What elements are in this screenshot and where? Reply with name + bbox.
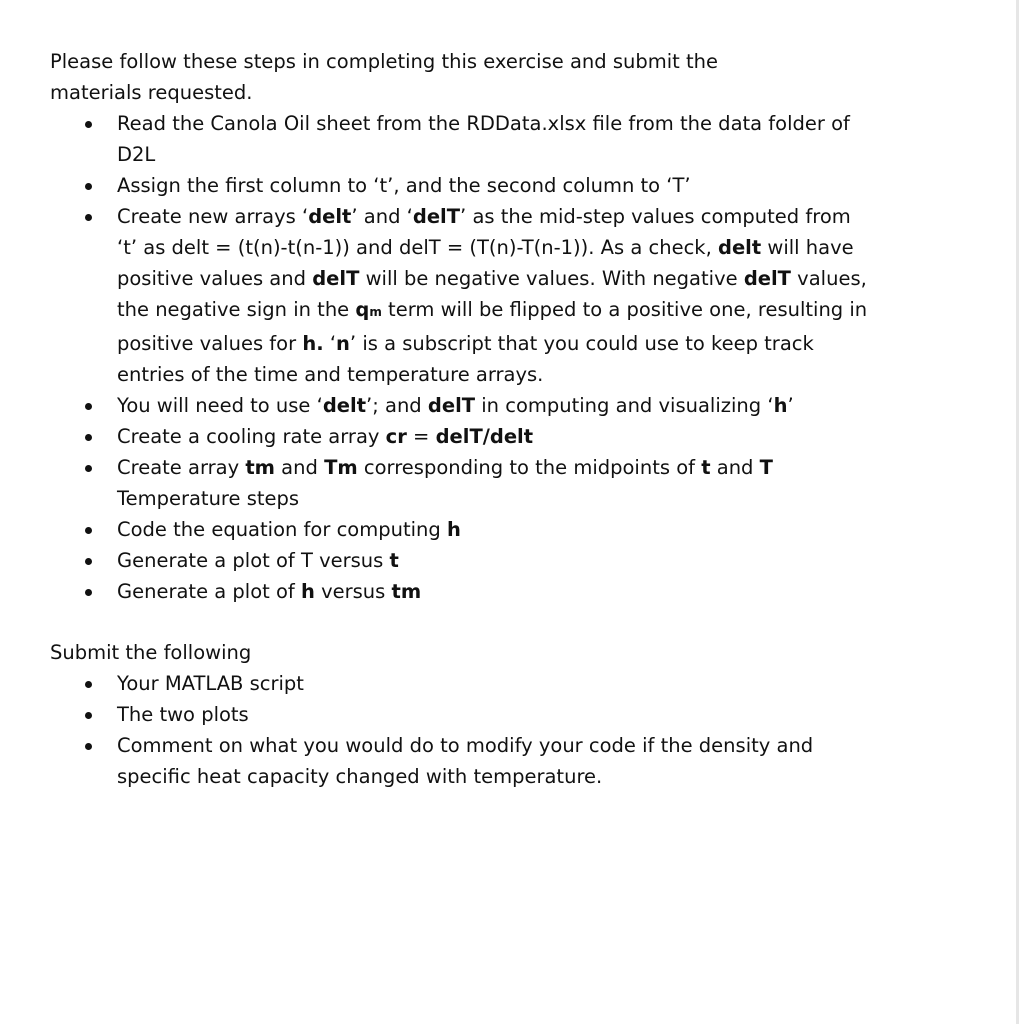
submit-item-text: Your MATLAB script: [117, 672, 304, 695]
step-text: versus: [314, 580, 392, 603]
list-item: [50, 170, 870, 201]
step-text: ’: [787, 394, 794, 417]
term-q: q: [355, 298, 370, 321]
step-text: ’ is a subscript that you could use to keep track entries of the time and temperature arrays.: [117, 332, 814, 386]
step-text: Create new arrays ‘: [117, 205, 309, 228]
step-text: ’; and: [366, 394, 428, 417]
submit-heading: Submit the following: [50, 641, 252, 664]
term-h: h: [300, 580, 315, 603]
step-text: term will be flipped to a positive one, resulting in positive values for: [117, 298, 868, 355]
step-text: Code the equation for computing: [117, 518, 447, 541]
list-item: [50, 452, 870, 514]
term-delt: delt: [308, 205, 352, 228]
step-text: ’ and ‘: [351, 205, 413, 228]
step-text: Assign the first column to ‘t’, and the second column to ‘T’: [117, 174, 691, 197]
document-body: [50, 46, 870, 792]
list-item: [50, 108, 870, 170]
bullet-icon: [85, 681, 92, 688]
term-delT: delT: [312, 267, 360, 290]
term-delT: delT: [743, 267, 791, 290]
step-text: Create array: [117, 456, 246, 479]
step-text: =: [406, 425, 436, 448]
term-t: t: [701, 456, 711, 479]
list-item: [50, 390, 870, 421]
submit-item-text: Comment on what you would do to modify your code if the density and specific heat capacity changed with temperature.: [117, 734, 814, 788]
step-text: Generate a plot of: [117, 580, 301, 603]
bullet-icon: [85, 121, 92, 128]
step-text: and: [710, 456, 760, 479]
bullet-icon: [85, 558, 92, 565]
term-Tm: Tm: [324, 456, 358, 479]
step-text: will be negative values. With negative: [359, 267, 744, 290]
submit-list: [50, 668, 870, 792]
step-text: Create a cooling rate array: [117, 425, 386, 448]
step-text: values, the negative sign in the: [117, 267, 867, 321]
term-delT: delT: [412, 205, 461, 228]
term-tm: tm: [245, 456, 275, 479]
term-n: n: [336, 332, 350, 355]
term-cr: cr: [385, 425, 407, 448]
step-text: Generate a plot of T versus: [117, 549, 390, 572]
list-item: [50, 730, 870, 792]
term-t: t: [389, 549, 399, 572]
term-h: h: [446, 518, 461, 541]
term-delt: delt: [322, 394, 367, 417]
step-text: ‘: [323, 332, 337, 355]
step-text: will have positive values and: [117, 236, 854, 290]
list-item: [50, 576, 870, 607]
step-text: and: [274, 456, 325, 479]
list-item: [50, 668, 870, 699]
term-h: h: [773, 394, 788, 417]
bullet-icon: [85, 183, 92, 190]
step-text: Read the Canola Oil sheet from the RDData.xlsx file from the data folder of D2L: [117, 112, 850, 166]
step-text: Temperature steps: [117, 487, 300, 510]
list-item: [50, 699, 870, 730]
bullet-icon: [85, 403, 92, 410]
term-h: h.: [302, 332, 324, 355]
bullet-icon: [85, 434, 92, 441]
term-q-subscript: m: [369, 305, 382, 319]
term-delT-delt: delT/delt: [435, 425, 534, 448]
list-item: [50, 545, 870, 576]
step-text: You will need to use ‘: [117, 394, 323, 417]
step-text: ’ as the mid-step values computed from ‘t’ as delt = (t(n)-t(n-1)) and delT = (T(n)-T(n-1)). As a check,: [117, 205, 851, 259]
bullet-icon: [85, 527, 92, 534]
bullet-icon: [85, 214, 92, 221]
term-T: T: [759, 456, 773, 479]
step-text: corresponding to the midpoints of: [357, 456, 702, 479]
bullet-icon: [85, 589, 92, 596]
term-delt: delt: [718, 236, 762, 259]
list-item: [50, 421, 870, 452]
list-item: [50, 201, 870, 390]
bullet-icon: [85, 743, 92, 750]
step-text: in computing and visualizing ‘: [475, 394, 774, 417]
list-item: [50, 514, 870, 545]
intro-paragraph: Please follow these steps in completing this exercise and submit the materials requested.: [50, 50, 718, 104]
submit-item-text: The two plots: [117, 703, 249, 726]
steps-list: [50, 108, 870, 607]
term-tm: tm: [391, 580, 422, 603]
term-delT: delT: [427, 394, 476, 417]
bullet-icon: [85, 465, 92, 472]
bullet-icon: [85, 712, 92, 719]
